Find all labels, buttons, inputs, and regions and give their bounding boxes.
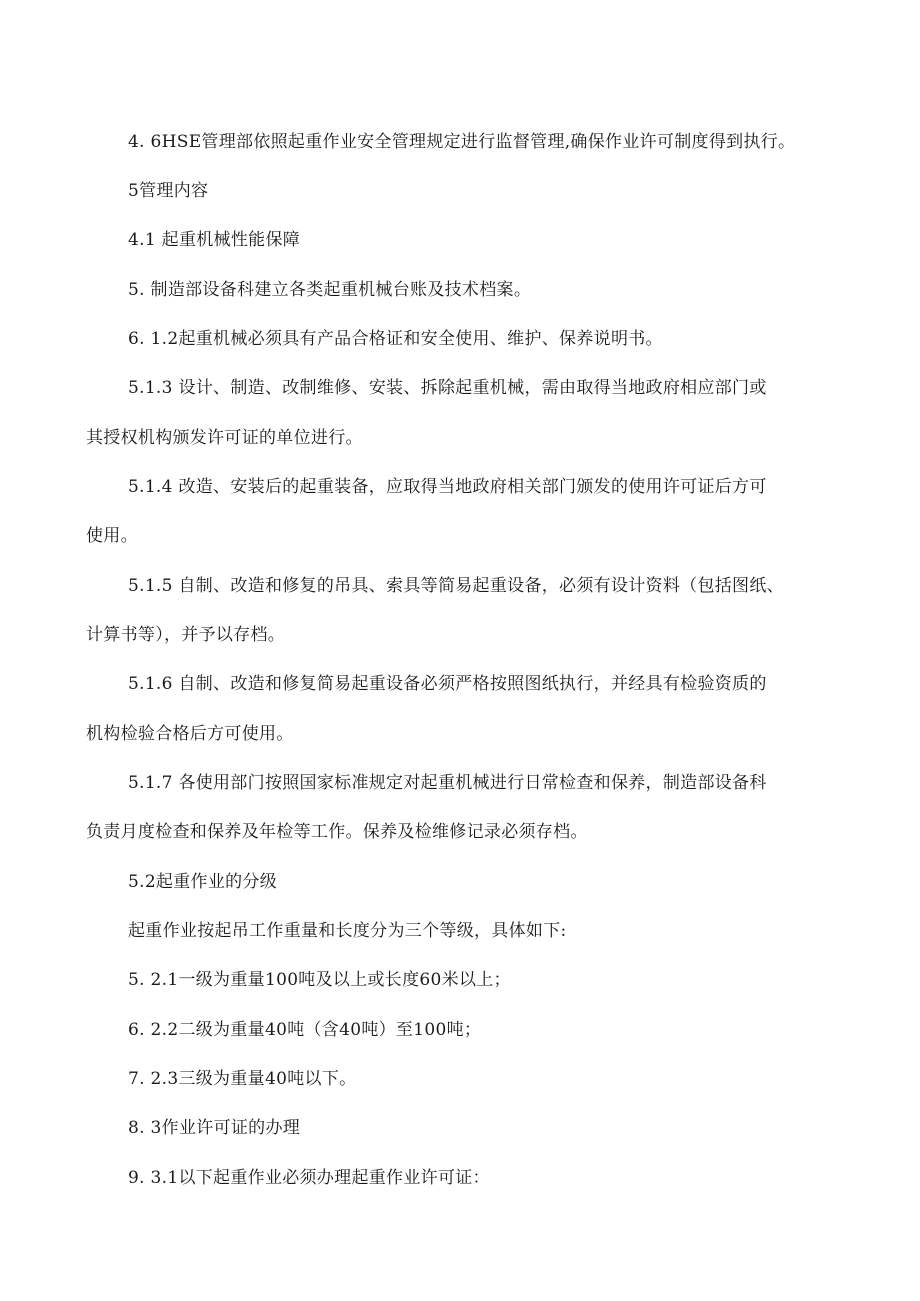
section-heading: 5管理内容	[128, 181, 209, 201]
text-line-13: 机构检验合格后方可使用。	[86, 724, 294, 744]
text-line-12: 5.1.6 自制、改造和修复简易起重设备必须严格按照图纸执行，并经具有检验资质的	[128, 674, 767, 694]
text-line-14: 5.1.7 各使用部门按照国家标准规定对起重机械进行日常检查和保养，制造部设备科	[128, 773, 767, 793]
text-line-4: 5. 制造部设备科建立各类起重机械台账及技术档案。	[128, 280, 532, 300]
text-line-8: 5.1.4 改造、安装后的起重装备，应取得当地政府相关部门颁发的使用许可证后方可	[128, 477, 767, 497]
text-line-20: 7. 2.3三级为重量40吨以下。	[128, 1069, 357, 1089]
text-line-5: 6. 1.2起重机械必须具有产品合格证和安全使用、维护、保养说明书。	[128, 329, 663, 349]
text-line-18: 5. 2.1一级为重量100吨及以上或长度60米以上；	[128, 970, 511, 990]
text-line-9: 使用。	[86, 526, 138, 546]
text-line-10: 5.1.5 自制、改造和修复的吊具、索具等简易起重设备，必须有设计资料（包括图纸、	[128, 576, 784, 596]
subsection-heading: 4.1 起重机械性能保障	[128, 230, 301, 250]
text-line-21: 8. 3作业许可证的办理	[128, 1118, 301, 1138]
text-line-7: 其授权机构颁发许可证的单位进行。	[86, 428, 363, 448]
text-line-19: 6. 2.2二级为重量40吨（含40吨）至100吨；	[128, 1020, 482, 1040]
text-line-1: 4. 6HSE管理部依照起重作业安全管理规定进行监督管理,确保作业许可制度得到执行。	[128, 132, 796, 152]
subsection-heading-2: 5.2起重作业的分级	[128, 872, 278, 892]
text-line-22: 9. 3.1以下起重作业必须办理起重作业许可证：	[128, 1168, 490, 1188]
text-line-11: 计算书等），并予以存档。	[86, 625, 286, 645]
text-line-17: 起重作业按起吊工作重量和长度分为三个等级，具体如下:	[128, 921, 567, 941]
text-line-15: 负责月度检查和保养及年检等工作。保养及检维修记录必须存档。	[86, 822, 588, 842]
text-line-6: 5.1.3 设计、制造、改制维修、安装、拆除起重机械，需由取得当地政府相应部门或	[128, 378, 767, 398]
